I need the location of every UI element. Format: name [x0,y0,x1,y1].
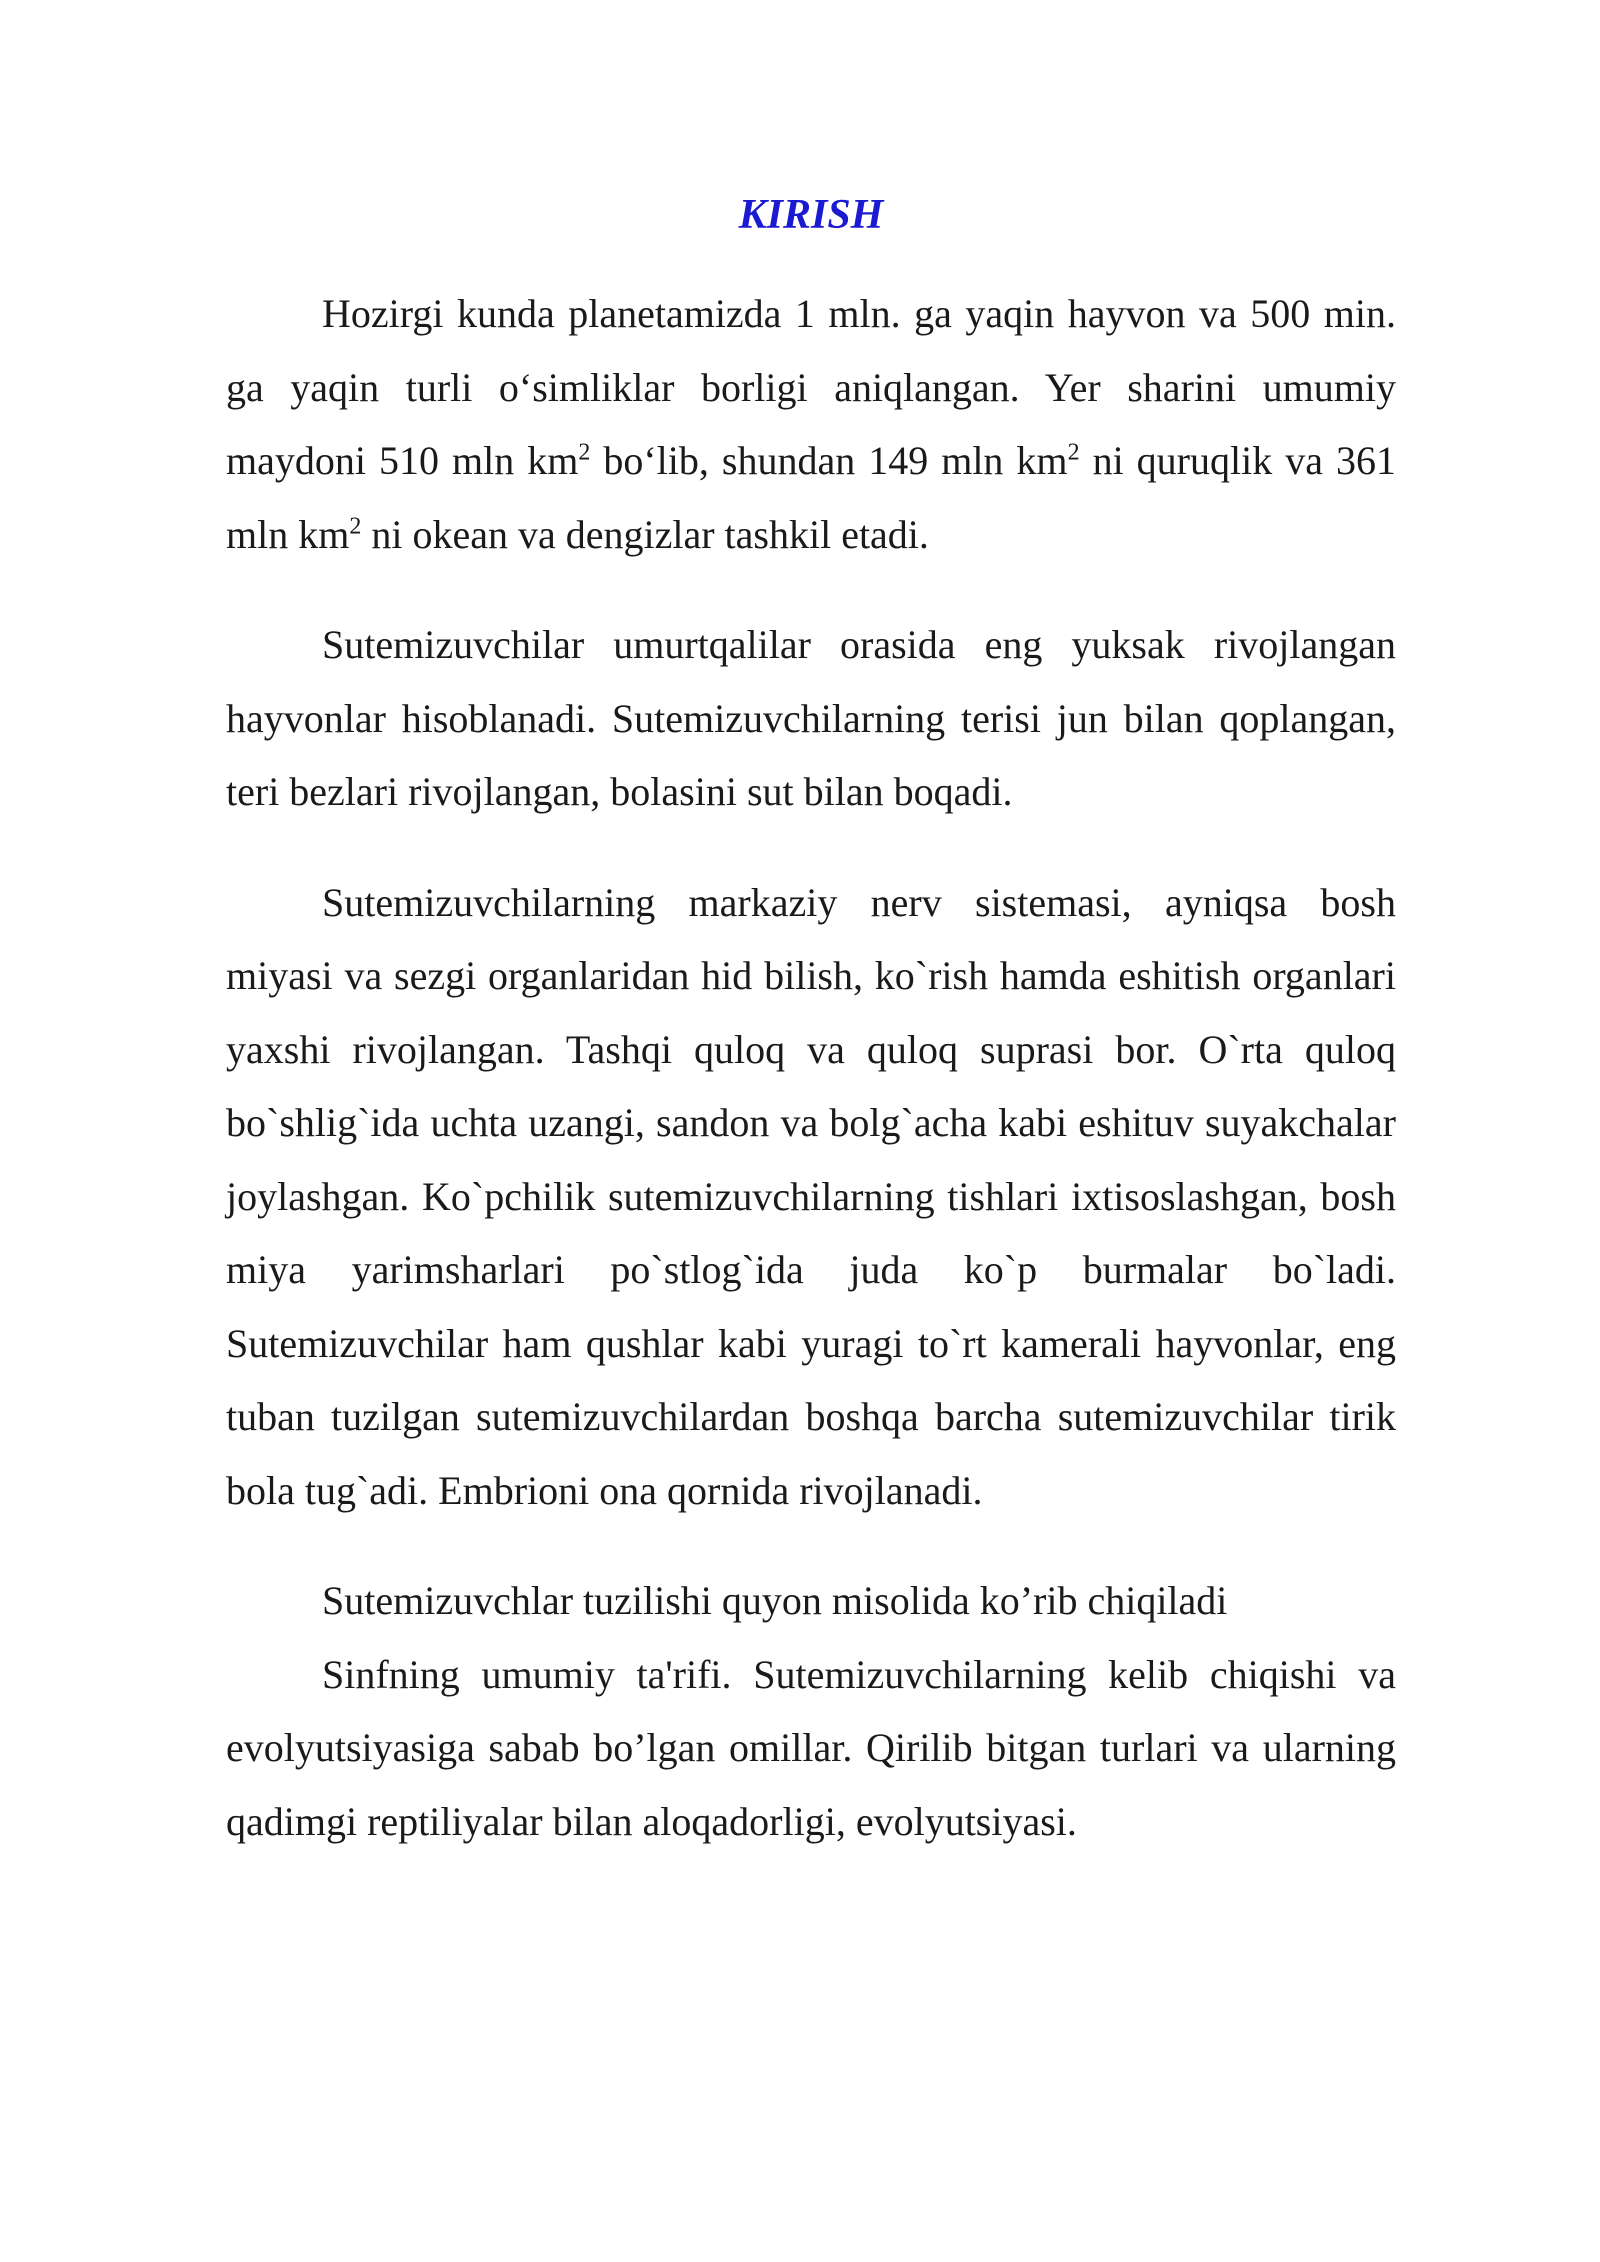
superscript-2: 2 [578,439,591,466]
intro-text-c: ni quruqlik va 361 mln km [226,438,1396,557]
paragraph-mammals-definition: Sutemizuvchilar umurtqalilar orasida eng yuksak rivojlangan hayvonlar hisoblanadi. Sutemizuvchilarning terisi jun bilan qoplangan, teri bezlari rivojlangan, bolasini sut bilan boqadi. [226,622,1396,814]
intro-text-d: ni okean va dengizlar tashkil etadi. [361,511,929,557]
paragraph-rabbit-example: Sutemizuvchlar tuzilishi quyon misolida ko’rib chiqiladi [322,1578,1228,1623]
page-title: KIRISH [738,192,884,238]
superscript-2: 2 [349,513,362,540]
intro-text-a: Hozirgi kunda planetamizda 1 mln. ga yaqin hayvon va 500 min. ga yaqin turli o‘simliklar borligi aniqlangan. Yer sharini umumiy maydoni 510 mln km [226,291,1396,483]
intro-text-b: bo‘lib, shundan 149 mln km [590,438,1068,483]
paragraph-nervous-system: Sutemizuvchilarning markaziy nerv sistemasi, ayniqsa bosh miyasi va sezgi organlaridan hid bilish, ko`rish hamda eshitish organlari yaxshi rivojlangan. Tashqi quloq va quloq suprasi bor. O`rta quloq bo`shlig`ida uchta uzangi, sandon va bolg`acha kabi eshituv suyakchalar joylashgan. Ko`pchilik sutemizuvchilarning tishlari ixtisoslashgan, bosh miya yarimsharlari po`stlog`ida juda ko`p burmalar bo`ladi. Sutemizuvchilar ham qushlar kabi yuragi to`rt kamerali hayvonlar, eng tuban tuzilgan sutemizuvchilardan boshqa barcha sutemizuvchilar tirik bola tug`adi. Embrioni ona qornida rivojlanadi. [226,879,1396,1513]
document-page [226,185,1396,1895]
superscript-2: 2 [1067,439,1080,466]
paragraph-class-definition: Sinfning umumiy ta'rifi. Sutemizuvchilarning kelib chiqishi va evolyutsiyasiga sabab bo’lgan omillar. Qirilib bitgan turlari va ularning qadimgi reptiliyalar bilan aloqadorligi, evolyutsiyasi. [226,1651,1396,1844]
paragraph-intro [226,277,1396,571]
